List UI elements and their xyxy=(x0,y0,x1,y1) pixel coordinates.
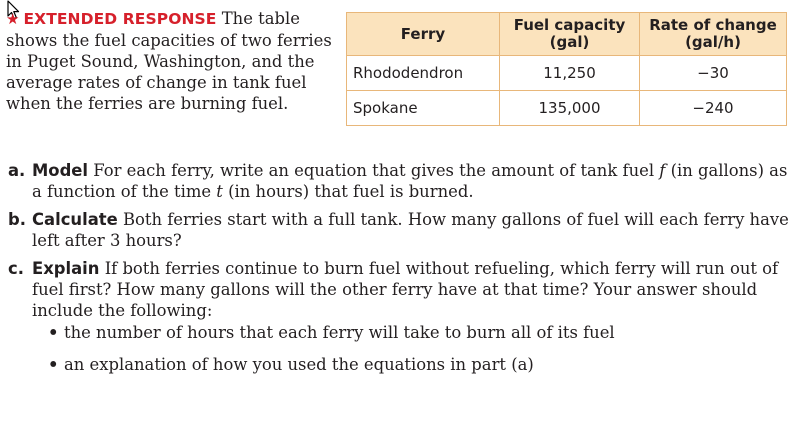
var-t: t xyxy=(216,182,223,201)
table-header-row xyxy=(347,13,787,56)
bullet-text: the number of hours that each ferry will take to burn all of its fuel xyxy=(64,323,615,342)
part-b-key: Calculate xyxy=(32,210,118,229)
bullet-icon: • xyxy=(48,323,59,342)
part-a-text-3: (in hours) that fuel is burned. xyxy=(228,182,474,201)
part-a-label: a. xyxy=(8,161,26,180)
part-a-text-1: For each ferry, write an equation that gives the amount of tank fuel xyxy=(93,161,655,180)
star-icon: ★ xyxy=(6,10,20,28)
table-row xyxy=(347,56,787,91)
part-c-key: Explain xyxy=(32,259,100,278)
header-rate-of-change: Rate of change (gal/h) xyxy=(640,13,787,56)
question-parts xyxy=(8,160,798,393)
part-c-text: If both ferries continue to burn fuel without refueling, which ferry will run out of fuel first? How many gallons will the other ferry have at that time? Your answer should include the following: xyxy=(32,259,779,320)
header-ferry: Ferry xyxy=(347,13,500,56)
table-row xyxy=(347,91,787,126)
intro-text: The table shows the fuel capacities of two ferries in Puget Sound, Washington, and the average rates of change in tank fuel when the ferries are burning fuel. xyxy=(6,9,332,113)
part-a-text-2: (in gallons) as a function of the time xyxy=(32,161,788,201)
cell-capacity: 11,250 xyxy=(500,56,640,91)
part-c-bullets xyxy=(48,322,798,375)
part-b-text: Both ferries start with a full tank. How many gallons of fuel will each ferry have left after 3 hours? xyxy=(32,210,789,250)
cell-capacity: 135,000 xyxy=(500,91,640,126)
cell-rate: −30 xyxy=(640,56,787,91)
header-fuel-capacity: Fuel capacity (gal) xyxy=(500,13,640,56)
cell-rate: −240 xyxy=(640,91,787,126)
part-b-label: b. xyxy=(8,210,26,229)
part-c xyxy=(8,258,798,386)
part-a-key: Model xyxy=(32,161,89,180)
part-b xyxy=(8,209,798,251)
extended-response-tag: EXTENDED RESPONSE xyxy=(23,10,217,28)
list-item xyxy=(48,322,798,343)
problem-intro xyxy=(6,8,336,114)
bullet-icon: • xyxy=(48,355,59,374)
part-a xyxy=(8,160,798,202)
var-f: f xyxy=(659,161,666,180)
cell-ferry: Spokane xyxy=(347,91,500,126)
cell-ferry: Rhododendron xyxy=(347,56,500,91)
ferry-table xyxy=(346,12,787,126)
list-item xyxy=(48,354,798,375)
bullet-text: an explanation of how you used the equations in part (a) xyxy=(64,355,534,374)
part-c-label: c. xyxy=(8,259,24,278)
